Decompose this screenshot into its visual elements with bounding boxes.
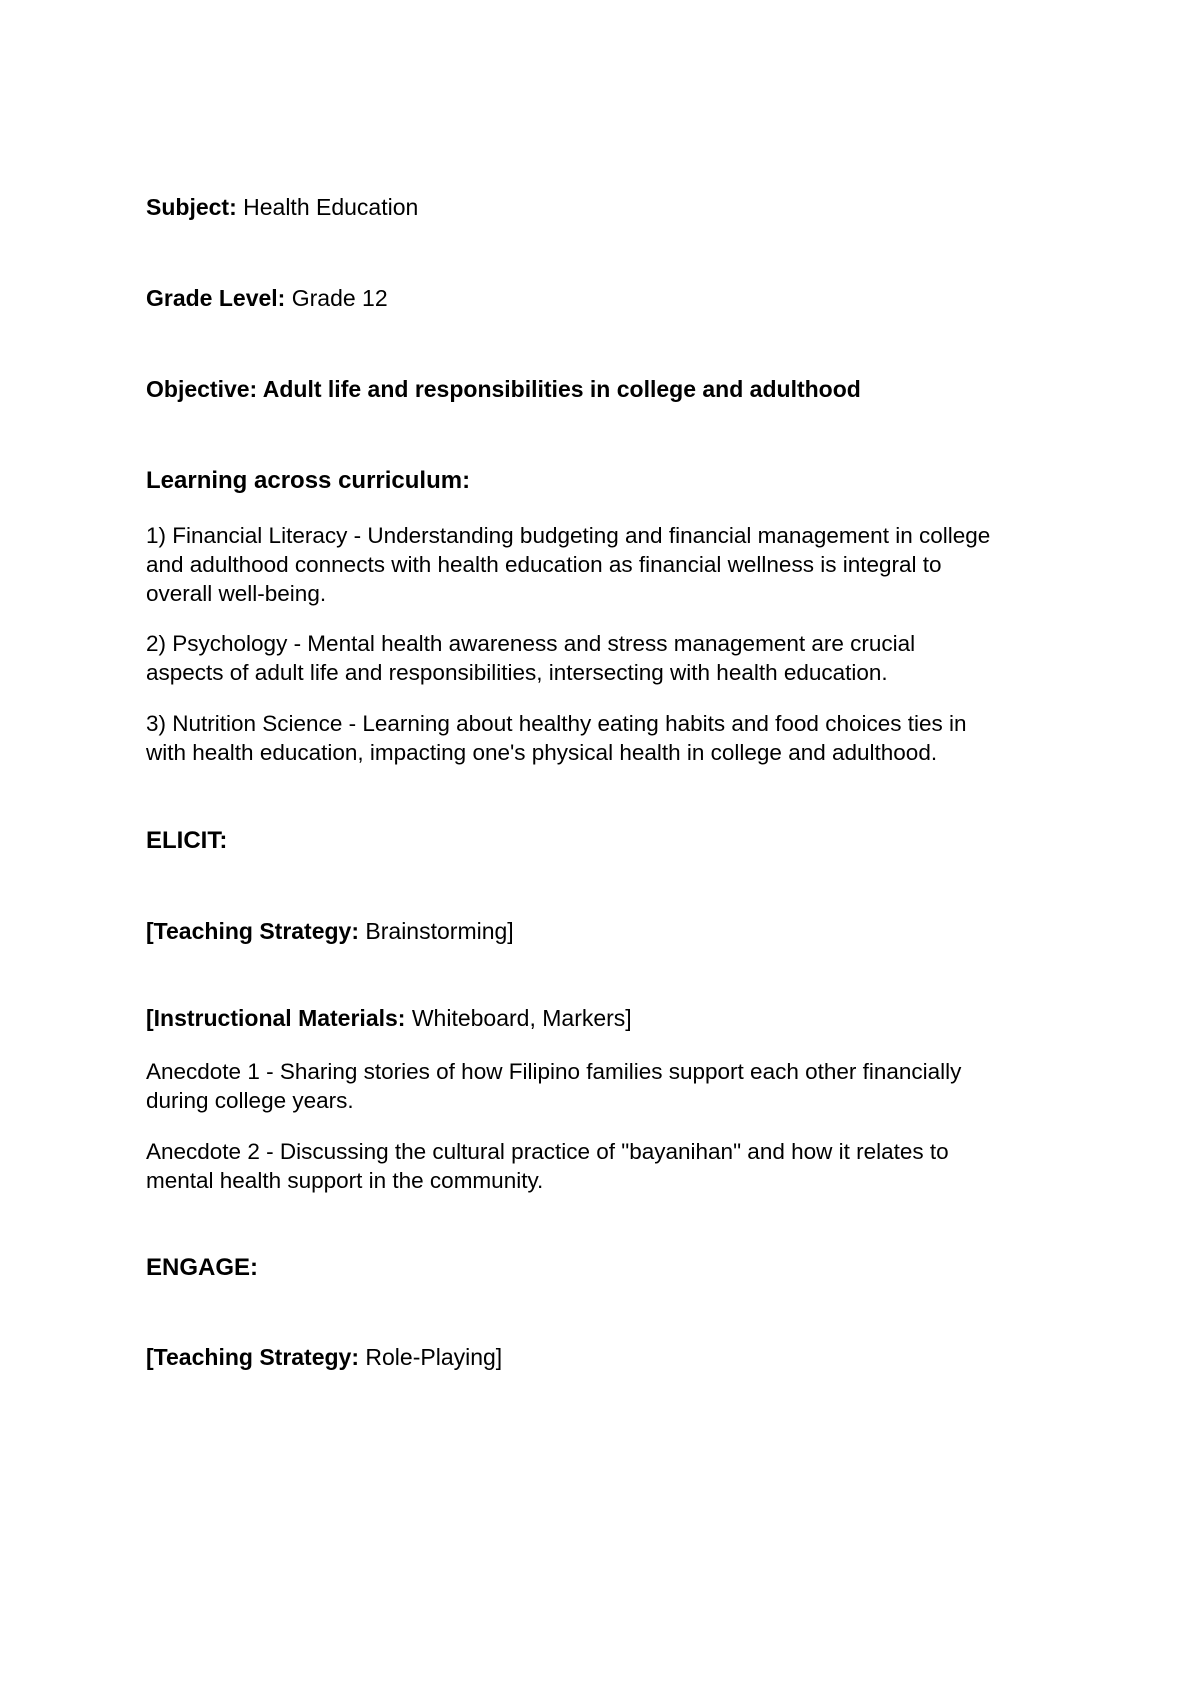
anecdote-line: Anecdote 2 - Discussing the cultural practice of "bayanihan" and how it relates to: [146, 1139, 949, 1164]
curriculum-item-line: 2) Psychology - Mental health awareness and stress management are crucial: [146, 631, 916, 656]
bracket-open: [: [146, 1005, 154, 1031]
objective-label: Objective:: [146, 376, 258, 402]
instructional-materials-label: Instructional Materials:: [153, 1005, 406, 1031]
teaching-strategy-value: Brainstorming]: [365, 918, 514, 944]
curriculum-item-line: with health education, impacting one's physical health in college and adulthood.: [146, 740, 938, 765]
teaching-strategy-label: Teaching Strategy:: [153, 1344, 360, 1370]
subject-label: Subject:: [146, 194, 237, 220]
anecdote-line: during college years.: [146, 1088, 354, 1113]
objective-value: Adult life and responsibilities in college and adulthood: [262, 376, 861, 402]
curriculum-item-psychology: [146, 629, 1076, 687]
instructional-materials-value: Whiteboard, Markers]: [411, 1005, 632, 1031]
elicit-anecdote-2: [146, 1137, 1076, 1195]
curriculum-item-line: and adulthood connects with health education as financial wellness is integral to: [146, 552, 942, 577]
teaching-strategy-label: Teaching Strategy:: [153, 918, 360, 944]
objective-line: [146, 375, 861, 404]
subject-line: [146, 193, 418, 222]
curriculum-item-line: 1) Financial Literacy - Understanding budgeting and financial management in college: [146, 523, 991, 548]
grade-level-value: Grade 12: [291, 285, 388, 311]
curriculum-item-line: overall well-being.: [146, 581, 327, 606]
elicit-heading: ELICIT:: [146, 827, 228, 854]
elicit-instructional-materials: [146, 1004, 632, 1033]
grade-level-line: [146, 284, 388, 313]
bracket-open: [: [146, 918, 154, 944]
teaching-strategy-value: Role-Playing]: [365, 1344, 503, 1370]
learning-across-curriculum-heading: Learning across curriculum:: [146, 467, 471, 494]
curriculum-item-line: 3) Nutrition Science - Learning about healthy eating habits and food choices ties in: [146, 711, 967, 736]
engage-teaching-strategy: [146, 1343, 502, 1372]
curriculum-item-nutrition-science: [146, 709, 1076, 767]
curriculum-item-line: aspects of adult life and responsibilities, intersecting with health education.: [146, 660, 888, 685]
anecdote-line: Anecdote 1 - Sharing stories of how Filipino families support each other financially: [146, 1059, 962, 1084]
grade-level-label: Grade Level:: [146, 285, 286, 311]
engage-heading: ENGAGE:: [146, 1254, 259, 1281]
bracket-open: [: [146, 1344, 154, 1370]
anecdote-line: mental health support in the community.: [146, 1168, 544, 1193]
curriculum-item-financial-literacy: [146, 521, 1076, 608]
elicit-teaching-strategy: [146, 917, 514, 946]
subject-value: Health Education: [243, 194, 419, 220]
elicit-anecdote-1: [146, 1057, 1076, 1115]
